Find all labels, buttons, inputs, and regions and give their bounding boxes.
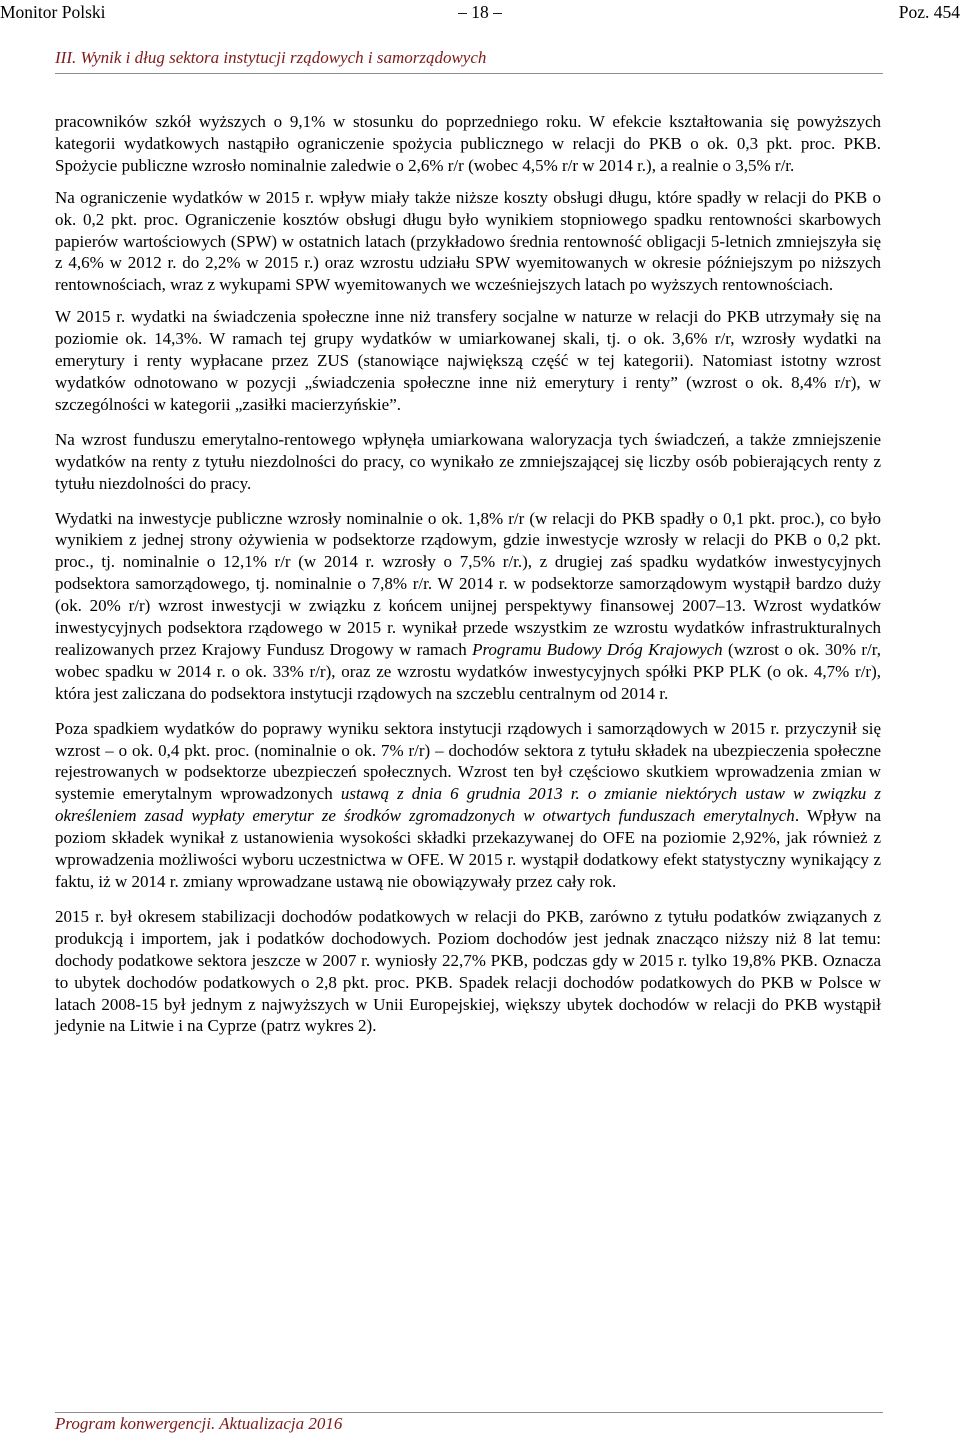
- paragraph-4: Na wzrost funduszu emerytalno-rentowego wpłynęła umiarkowana waloryzacja tych świadczeń, a także zmniejszenie wydatków na renty z tytułu niezdolności do pracy, co wynikało ze zmniejszającej się liczby osób pobierających renty z tytułu niezdolności do pracy.: [55, 429, 881, 493]
- paragraph-6: [55, 718, 881, 893]
- position-number: Poz. 454: [898, 2, 960, 22]
- paragraph-3: W 2015 r. wydatki na świadczenia społeczne inne niż transfery socjalne w naturze w relacji do PKB utrzymały się na poziomie ok. 14,3%. W ramach tej grupy wydatków w umiarkowanej skali, tj. o ok. 3,6% r/r, wzrosły wydatki na emerytury i renty wypłacane przez ZUS (stanowiące największą część w tej kategorii). Natomiast istotny wzrost wydatków odnotowano w pozycji „świadczenia społeczne inne niż emerytury i renty” (wzrost o ok. 8,4% r/r), w szczególności w kategorii „zasiłki macierzyńskie”.: [55, 307, 881, 414]
- paragraph-5: [55, 508, 881, 705]
- page-header: [0, 0, 960, 24]
- section-title: III. Wynik i dług sektora instytucji rządowych i samorządowych: [55, 48, 487, 67]
- header-divider: [55, 73, 883, 74]
- paragraph-2: Na ograniczenie wydatków w 2015 r. wpływ miały także niższe koszty obsługi długu, które spadły w relacji do PKB o ok. 0,2 pkt. proc. Ograniczenie kosztów obsługi długu było wynikiem stopniowego spadku rentowności skarbowych papierów wartościowych (SPW) w ostatnich latach (przykładowo średnia rentowność obligacji 5-letnich zmniejszyła się z 4,6% w 2012 r. do 2,2% w 2015 r.) oraz wzrostu udziału SPW wyemitowanych w okresie późniejszym po niższych rentownościach, wraz z wykupami SPW wyemitowanych we wcześniejszych latach po wyższych rentownościach.: [55, 187, 881, 295]
- programme-name: Programu Budowy Dróg Krajowych: [472, 639, 723, 659]
- paragraph-6-text-end: . Wpływ na poziom składek wynikał z ustanowienia wysokości składki przekazywanej do OFE na poziomie 2,92%, jak również z wprowadzenia możliwości wyboru uczestnictwa w OFE. W 2015 r. wystąpił dodatkowy efekt statystyczny wynikający z faktu, iż w 2014 r. zmiany wprowadzane ustawą nie obowiązywały przez cały rok.: [55, 806, 881, 891]
- publication-title: Monitor Polski: [0, 2, 106, 22]
- paragraph-7: 2015 r. był okresem stabilizacji dochodów podatkowych w relacji do PKB, zarówno z tytułu podatków związanych z produkcją i importem, jak i podatków dochodowych. Poziom dochodów jest jednak znacząco niższy niż 8 lat temu: dochody podatkowe sektora jeszcze w 2007 r. wyniosły 22,7% PKB, podczas gdy w 2015 r. tylko 19,8% PKB. Oznacza to ubytek dochodów podatkowych o 2,8 pkt. proc. PKB. Spadek relacji dochodów podatkowych do PKB w Polsce w latach 2008-15 był jednym z najwyższych w Unii Europejskiej, większy ubytek dochodów w relacji do PKB wystąpił jedynie na Litwie i na Cyprze (patrz wykres 2).: [55, 906, 881, 1036]
- document-body: [55, 111, 881, 1037]
- page-footer: Program konwergencji. Aktualizacja 2016: [55, 1414, 343, 1433]
- page-number: – 18 –: [458, 2, 502, 22]
- paragraph-5-text-start: Wydatki na inwestycje publiczne wzrosły nominalnie o ok. 1,8% r/r (w relacji do PKB spadły o 0,1 pkt. proc.), co było wynikiem z jednej strony ożywienia w podsektorze rządowym, gdzie inwestycje wzrosły w relacji do PKB o 0,2 pkt. proc., tj. nominalnie o 12,1% r/r (w 2014 r. wzrosły o 7,5% r/r.), z drugiej zaś spadku wydatków inwestycyjnych podsektora samorządowego, tj. nominalnie o 7,8% r/r. W 2014 r. w podsektorze samorządowym wystąpił bardzo duży (ok. 20% r/r) wzrost inwestycji w związku z końcem unijnej perspektywy finansowej 2007–13. Wzrost wydatków inwestycyjnych podsektora rządowego w 2015 r. wynikał przede wszystkim ze wzrostu wydatków infrastrukturalnych realizowanych przez Krajowy Fundusz Drogowy w ramach: [55, 508, 881, 659]
- act-title: ustawą z dnia 6 grudnia 2013 r. o zmianie niektórych ustaw w związku z określeniem zasad wypłaty emerytur ze środków zgromadzonych w otwartych funduszach emerytalnych: [55, 784, 881, 826]
- paragraph-1: pracowników szkół wyższych o 9,1% w stosunku do poprzedniego roku. W efekcie kształtowania się powyższych kategorii wydatkowych nastąpiło ograniczenie spożycia publicznego w relacji do PKB o ok. 0,3 pkt. proc. PKB. Spożycie publiczne wzrosło nominalnie zaledwie o 2,6% r/r (wobec 4,5% r/r w 2014 r.), a realnie o 3,5% r/r.: [55, 112, 881, 175]
- paragraph-5-text-end: (wzrost o ok. 30% r/r, wobec spadku w 2014 r. o ok. 33% r/r), oraz ze wzrostu wydatków inwestycyjnych spółki PKP PLK (o ok. 4,7% r/r), która jest zaliczana do podsektora instytucji rządowych na szczeblu centralnym od 2014 r.: [55, 639, 882, 703]
- paragraph-6-text-start: Poza spadkiem wydatków do poprawy wyniku sektora instytucji rządowych i samorządowych w 2015 r. przyczynił się wzrost – o ok. 0,4 pkt. proc. (nominalnie o ok. 7% r/r) – dochodów sektora z tytułu składek na ubezpieczenia społeczne rejestrowanych w podsektorze ubezpieczeń społecznych. Wzrost ten był częściowo skutkiem wprowadzenia zmian w systemie emerytalnym wprowadzonych: [55, 718, 881, 804]
